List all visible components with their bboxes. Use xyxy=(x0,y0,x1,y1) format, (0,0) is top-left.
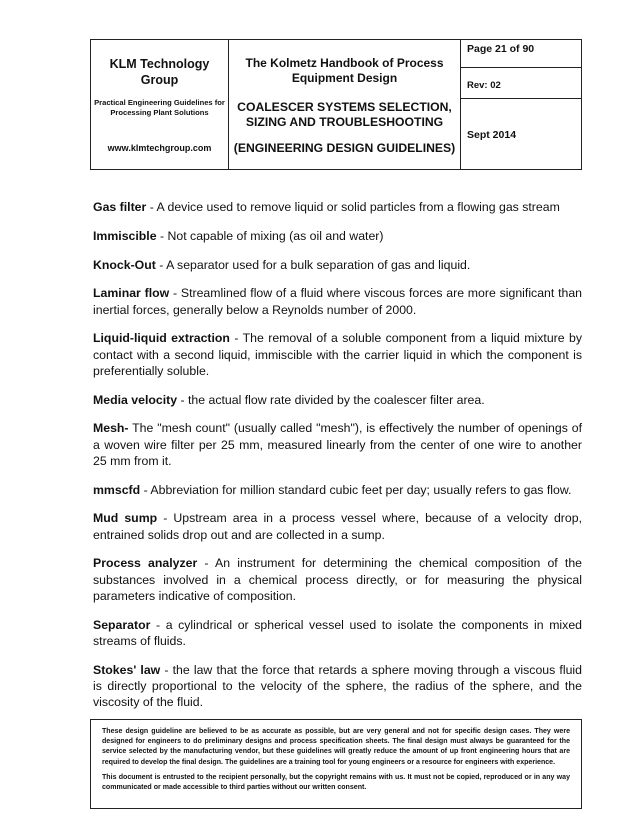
definition-term: Media velocity xyxy=(93,392,178,407)
definition-item xyxy=(93,482,582,498)
document-date: Sept 2014 xyxy=(467,129,517,141)
definition-text: - a cylindrical or spherical vessel used to isolate the components in mixed streams of fluids. xyxy=(93,617,582,648)
definition-item xyxy=(93,617,582,649)
definition-term: Stokes' law xyxy=(93,662,161,677)
definition-term: Immiscible xyxy=(93,228,157,243)
definition-item xyxy=(93,555,582,604)
definition-item xyxy=(93,285,582,317)
definition-term: Laminar flow xyxy=(93,286,170,301)
definition-text: - the law that the force that retards a sphere moving through a viscous fluid is directly proportional to the velocity of the sphere, the radius of the sphere, and the viscosity of the fluid. xyxy=(93,662,582,709)
handbook-title: The Kolmetz Handbook of Process Equipment Design xyxy=(245,56,444,85)
page-number: Page 21 of 90 xyxy=(467,43,535,55)
definition-text: - Streamlined flow of a fluid where viscous forces are more significant than inertial forces, generally below a Reynolds number of 2000. xyxy=(93,286,583,317)
definition-item xyxy=(93,257,582,273)
definition-item xyxy=(93,392,582,408)
definition-term: Mesh- xyxy=(93,421,129,436)
definition-item xyxy=(93,662,582,711)
definition-item xyxy=(93,228,582,244)
definition-text: - Not capable of mixing (as oil and water) xyxy=(156,228,384,243)
definition-term: Liquid-liquid extraction xyxy=(93,331,230,346)
definition-term: Mud sump xyxy=(93,511,158,526)
definition-item xyxy=(93,510,582,542)
company-website: www.klmtechgroup.com xyxy=(107,143,212,153)
document-header xyxy=(90,39,582,170)
definition-item xyxy=(93,199,582,215)
disclaimer-text: These design guideline are believed to be as accurate as possible, but are very general and not for specific design cases. They were designed for engineers to do preliminary designs and process specification sheets. The final design must always be guaranteed for the service selected by the manufacturing vendor, but these guidelines will greatly reduce the amount of up front engineering hours that are required to develop the final design. The guidelines are a training tool for young engineers or a resource for engineers with experience. xyxy=(102,728,570,766)
definition-text: - A separator used for a bulk separation of gas and liquid. xyxy=(155,257,471,272)
definition-text: - A device used to remove liquid or solid particles from a flowing gas stream xyxy=(146,200,560,214)
definition-item xyxy=(93,420,582,469)
definition-term: Gas filter xyxy=(93,200,147,214)
disclaimer-box xyxy=(90,719,582,809)
company-name: KLM Technology Group xyxy=(109,57,210,87)
guidelines-line: Practical Engineering Guidelines for Processing Plant Solutions xyxy=(94,98,225,117)
definition-text: - The removal of a soluble component from a liquid mixture by contact with a second liquid, immiscible with the carrier liquid in which the component is preferentially soluble. xyxy=(93,331,582,378)
definition-term: Process analyzer xyxy=(93,556,198,571)
definition-term: Knock-Out xyxy=(93,257,156,272)
definition-text: - An instrument for determining the chemical composition of the substances involved in a chemical process directly, or for measuring the physical parameters indicative of composition. xyxy=(93,556,582,603)
document-subtitle: (ENGINEERING DESIGN GUIDELINES) xyxy=(233,141,456,155)
revision-cell xyxy=(461,40,581,169)
definition-term: mmscfd xyxy=(93,482,141,497)
definitions-list xyxy=(93,199,582,723)
definition-text: The "mesh count" (usually called "mesh"), is effectively the number of openings of a woven wire filter per 25 mm, measured linearly from the center of one wire to another 25 mm from it. xyxy=(93,421,582,468)
company-cell xyxy=(91,40,229,169)
definition-text: - Upstream area in a process vessel where, because of a velocity drop, entrained solids drop out and are collected in a sump. xyxy=(93,511,582,542)
definition-text: - Abbreviation for million standard cubic feet per day; usually refers to gas flow. xyxy=(140,482,572,497)
definition-item xyxy=(93,330,582,379)
title-cell xyxy=(229,40,461,169)
definition-term: Separator xyxy=(93,617,151,632)
copyright-text: This document is entrusted to the recipient personally, but the copyright remains with us. It must not be copied, reproduced or in any way communicated or made accessible to third parties without our written consent. xyxy=(102,773,570,792)
document-title: COALESCER SYSTEMS SELECTION, SIZING AND TROUBLESHOOTING xyxy=(237,100,452,129)
revision-label: Rev: 02 xyxy=(467,80,501,91)
definition-text: - the actual flow rate divided by the coalescer filter area. xyxy=(177,392,485,407)
